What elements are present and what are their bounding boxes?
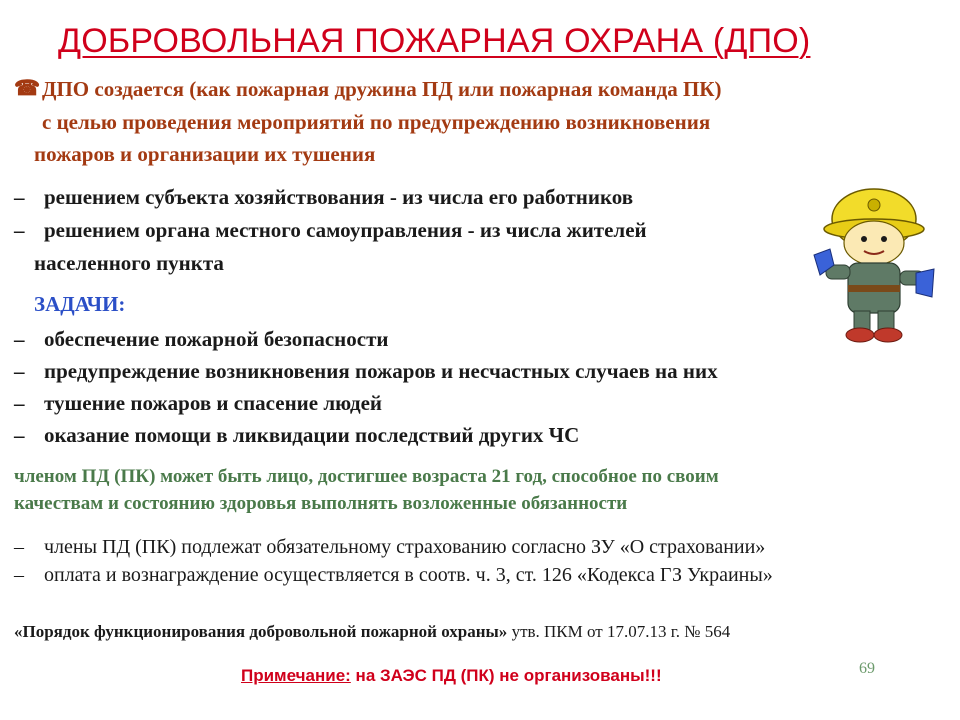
tasks-heading: ЗАДАЧИ: [34,292,126,316]
created-by-item-1-tail: - из числа его работников [384,185,634,209]
task-item-4: оказание помощи в ликвидации последствий других ЧС [44,423,580,447]
intro-line-2: с целью проведения мероприятий по предупреждению возникновения [42,110,711,134]
created-by-item-1 [44,185,633,210]
order-reference [14,622,730,642]
member-line-2: качествам и состоянию здоровья выполнять возложенные обязанности [14,493,628,514]
member-line-1: членом ПД (ПК) может быть лицо, достигшее возраста 21 год, способное по своим [14,466,719,487]
task-item-2: предупреждение возникновения пожаров и несчастных случаев на них [44,359,718,383]
dash-marker: – [14,391,25,415]
dash-marker: – [14,185,25,209]
page-title: ДОБРОВОЛЬНАЯ ПОЖАРНАЯ ОХРАНА (ДПО) [58,22,811,60]
note [241,666,662,686]
dash-marker: – [14,423,25,447]
firefighter-cartoon-icon [812,185,938,347]
task-item-3: тушение пожаров и спасение людей [44,391,383,415]
dash-marker: – [14,359,25,383]
created-by-item-2-label: решением органа местного самоуправления [44,218,463,242]
created-by-item-2-tail: - из числа жителей [462,218,647,242]
intro-line-1: ДПО создается (как пожарная дружина ПД или пожарная команда ПК) [42,77,722,101]
dash-marker: – [14,327,25,351]
task-item-1: обеспечение пожарной безопасности [44,327,389,351]
dash-marker: – [14,564,24,586]
order-tail: утв. ПКМ от 17.07.13 г. № 564 [507,622,731,641]
rule-item-2: оплата и вознаграждение осуществляется в соотв. ч. 3, ст. 126 «Кодекса ГЗ Украины» [44,564,773,586]
created-by-item-2-cont: населенного пункта [34,251,224,275]
created-by-item-1-label: решением субъекта хозяйствования [44,185,385,209]
created-by-item-2 [44,218,647,243]
dash-marker: – [14,218,25,242]
dash-marker: – [14,536,24,558]
note-label: Примечание: [241,666,351,685]
order-title: «Порядок функционирования добровольной пожарной охраны» [14,622,508,641]
rule-item-1: члены ПД (ПК) подлежат обязательному страхованию согласно ЗУ «О страховании» [44,536,766,558]
intro-line-3: пожаров и организации их тушения [34,142,376,166]
page-number: 69 [859,660,875,677]
note-text: на ЗАЭС ПД (ПК) не организованы!!! [350,666,662,685]
phone-icon: ☎ [14,76,41,100]
